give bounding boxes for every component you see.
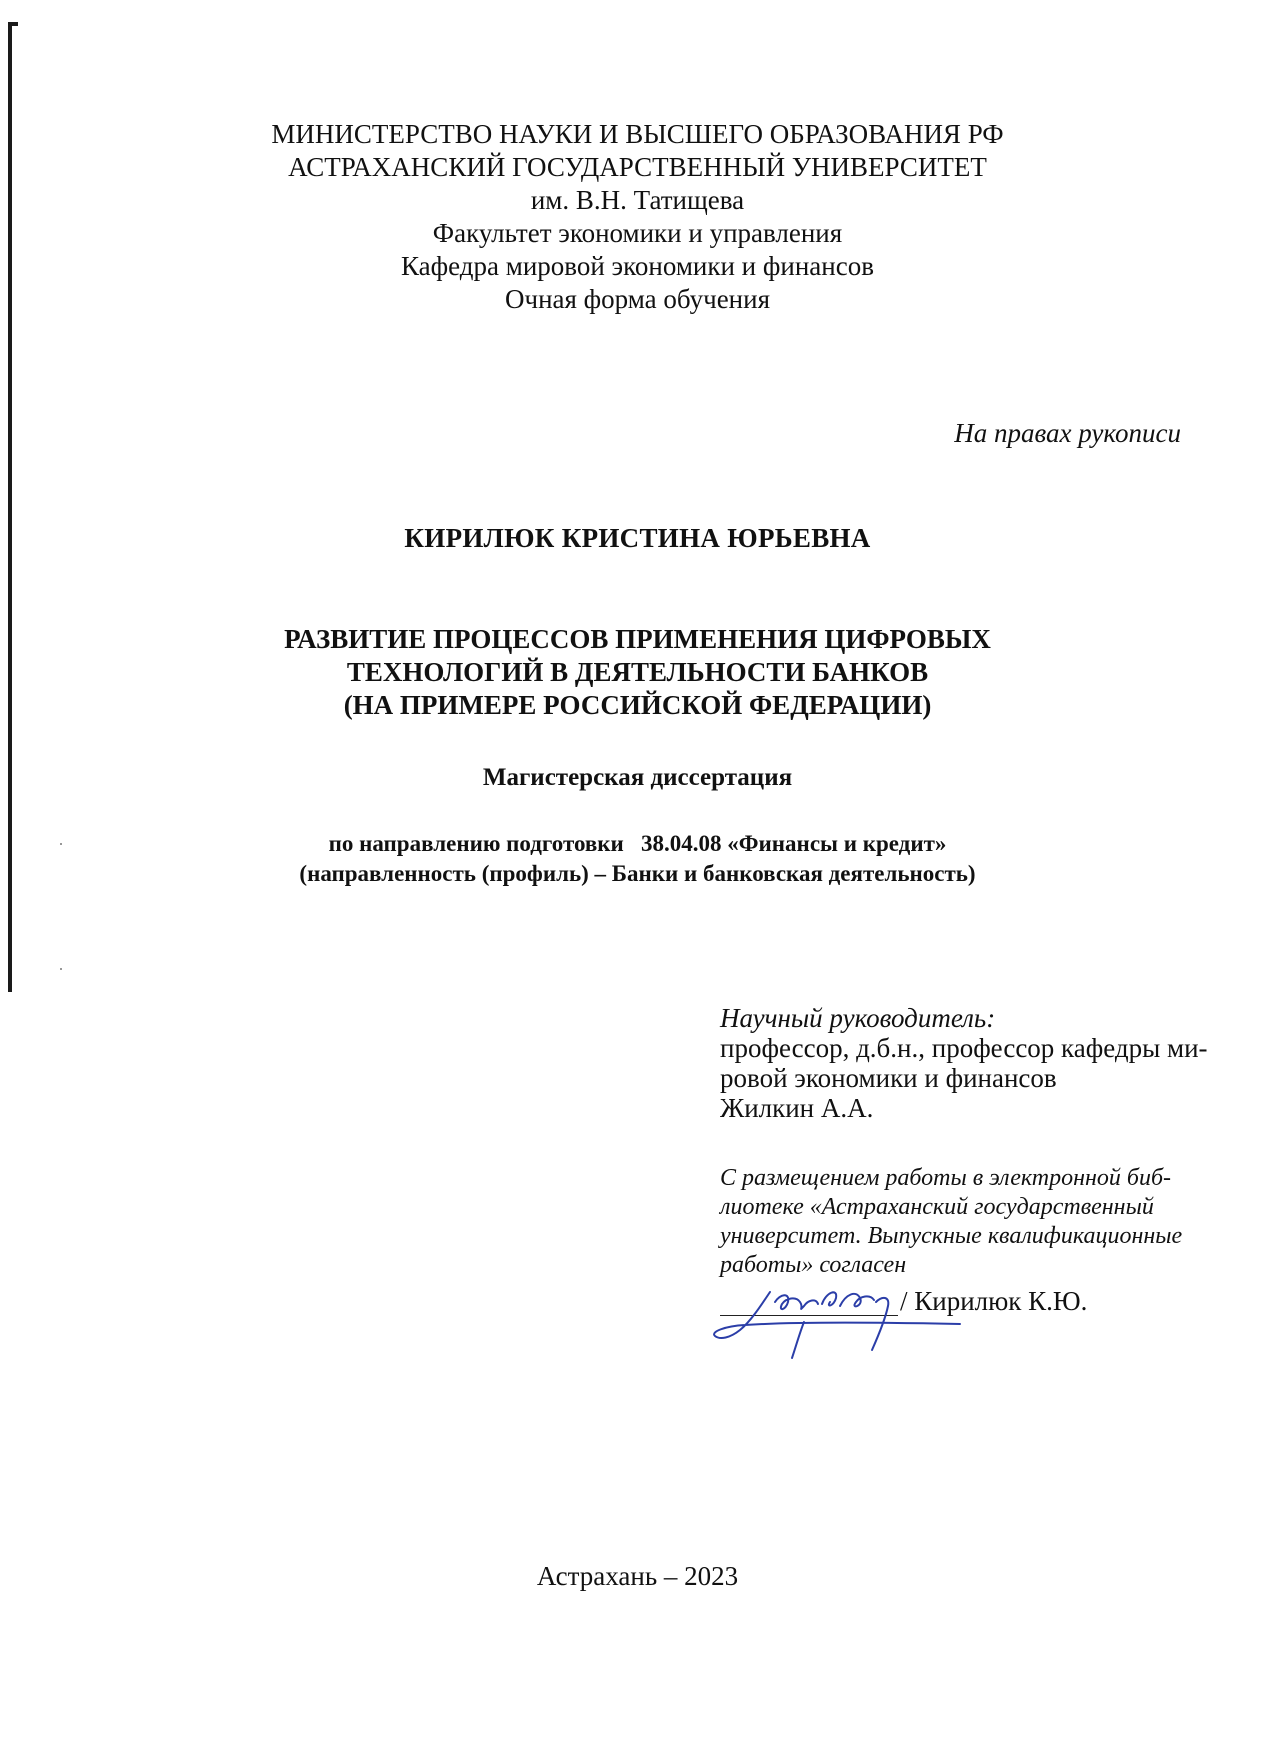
- named-after-line: им. В.Н. Татищева: [530, 185, 745, 215]
- supervisor-line-2: ровой экономики и финансов: [720, 1063, 1057, 1093]
- supervisor-line-1: профессор, д.б.н., профессор кафедры ми-: [720, 1033, 1208, 1063]
- university-line: АСТРАХАНСКИЙ ГОСУДАРСТВЕННЫЙ УНИВЕРСИТЕТ: [288, 152, 987, 182]
- consent-line-1: С размещением работы в электронной биб-: [720, 1165, 1172, 1191]
- supervisor-block: [720, 1003, 1230, 1123]
- thesis-type: Магистерская диссертация: [482, 764, 793, 791]
- direction-line-2: (направленность (профиль) – Банки и банковская деятельность): [299, 861, 976, 886]
- study-direction: [0, 829, 1275, 889]
- scan-edge-mark-top: [8, 22, 18, 26]
- title-line-1: РАЗВИТИЕ ПРОЦЕССОВ ПРИМЕНЕНИЯ ЦИФРОВЫХ: [284, 624, 991, 654]
- city-year: Астрахань – 2023: [536, 1561, 739, 1591]
- handwritten-signature: [700, 1262, 980, 1362]
- direction-line-1: по направлению подготовки 38.04.08 «Финансы и кредит»: [328, 831, 947, 856]
- supervisor-name: Жилкин А.А.: [720, 1093, 874, 1123]
- thesis-title: [0, 623, 1275, 722]
- faculty-line: Факультет экономики и управления: [432, 218, 843, 248]
- scan-speck: [60, 968, 62, 970]
- consent-line-4: работы» согласен: [720, 1252, 907, 1278]
- study-form-line: Очная форма обучения: [505, 284, 770, 314]
- consent-line-2: лиотеке «Астраханский государственный: [720, 1194, 1154, 1220]
- supervisor-heading: Научный руководитель:: [720, 1003, 996, 1033]
- signer-name: / Кирилюк К.Ю.: [900, 1286, 1088, 1316]
- ministry-line: МИНИСТЕРСТВО НАУКИ И ВЫСШЕГО ОБРАЗОВАНИЯ РФ: [271, 119, 1004, 149]
- manuscript-note: На правах рукописи: [954, 418, 1181, 448]
- title-line-2: ТЕХНОЛОГИЙ В ДЕЯТЕЛЬНОСТИ БАНКОВ: [346, 657, 929, 687]
- title-line-3: (НА ПРИМЕРЕ РОССИЙСКОЙ ФЕДЕРАЦИИ): [343, 690, 932, 720]
- author-name: КИРИЛЮК КРИСТИНА ЮРЬЕВНА: [404, 523, 871, 553]
- department-line: Кафедра мировой экономики и финансов: [401, 251, 874, 281]
- institution-header: [0, 118, 1275, 316]
- consent-line-3: университет. Выпускные квалификационные: [720, 1223, 1183, 1249]
